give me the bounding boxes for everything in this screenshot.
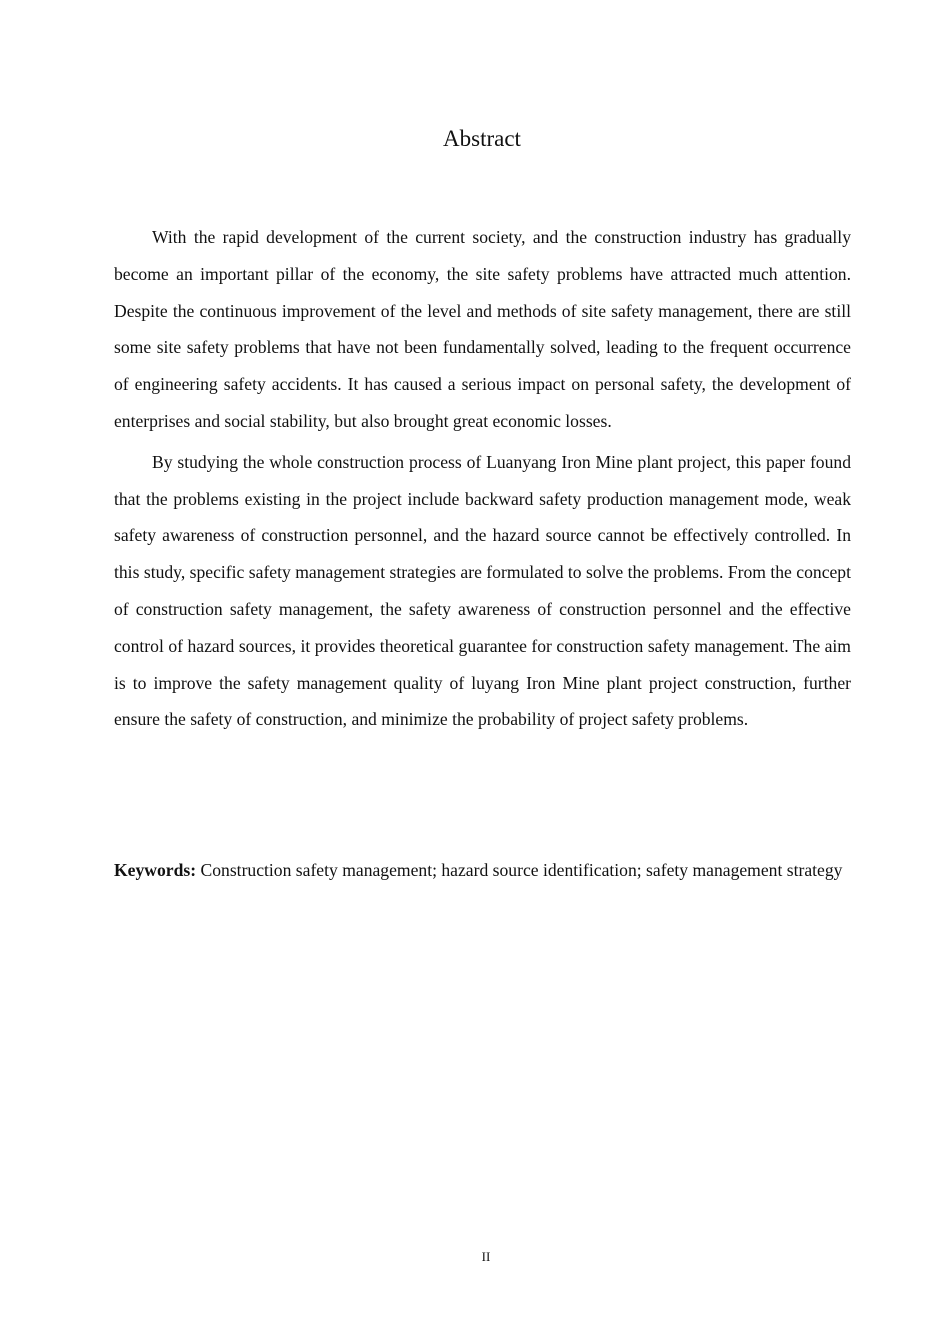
abstract-body (114, 219, 851, 742)
abstract-paragraph-2: By studying the whole construction process of Luanyang Iron Mine plant project, this paper found that the problems existing in the project include backward safety production management mode, weak safety awareness of construction personnel, and the hazard source cannot be effectively controlled. In this study, specific safety management strategies are formulated to solve the problems. From the concept of construction safety management, the safety awareness of construction personnel and the effective control of hazard sources, it provides theoretical guarantee for construction safety management. The aim is to improve the safety management quality of luyang Iron Mine plant project construction, further ensure the safety of construction, and minimize the probability of project safety problems. (114, 451, 851, 730)
abstract-title: Abstract (443, 126, 521, 151)
keywords-line (114, 852, 851, 889)
keywords-label: Keywords: (114, 860, 197, 880)
page-number: II (481, 1249, 491, 1264)
abstract-paragraph-1: With the rapid development of the current society, and the construction industry has gradually become an important pillar of the economy, the site safety problems have attracted much attention. Despite the continuous improvement of the level and methods of site safety management, there are still some site safety problems that have not been fundamentally solved, leading to the frequent occurrence of engineering safety accidents. It has caused a serious impact on personal safety, the development of enterprises and social stability, but also brought great economic losses. (114, 227, 851, 431)
keywords-text: Construction safety management; hazard source identification; safety management strategy (200, 860, 843, 880)
